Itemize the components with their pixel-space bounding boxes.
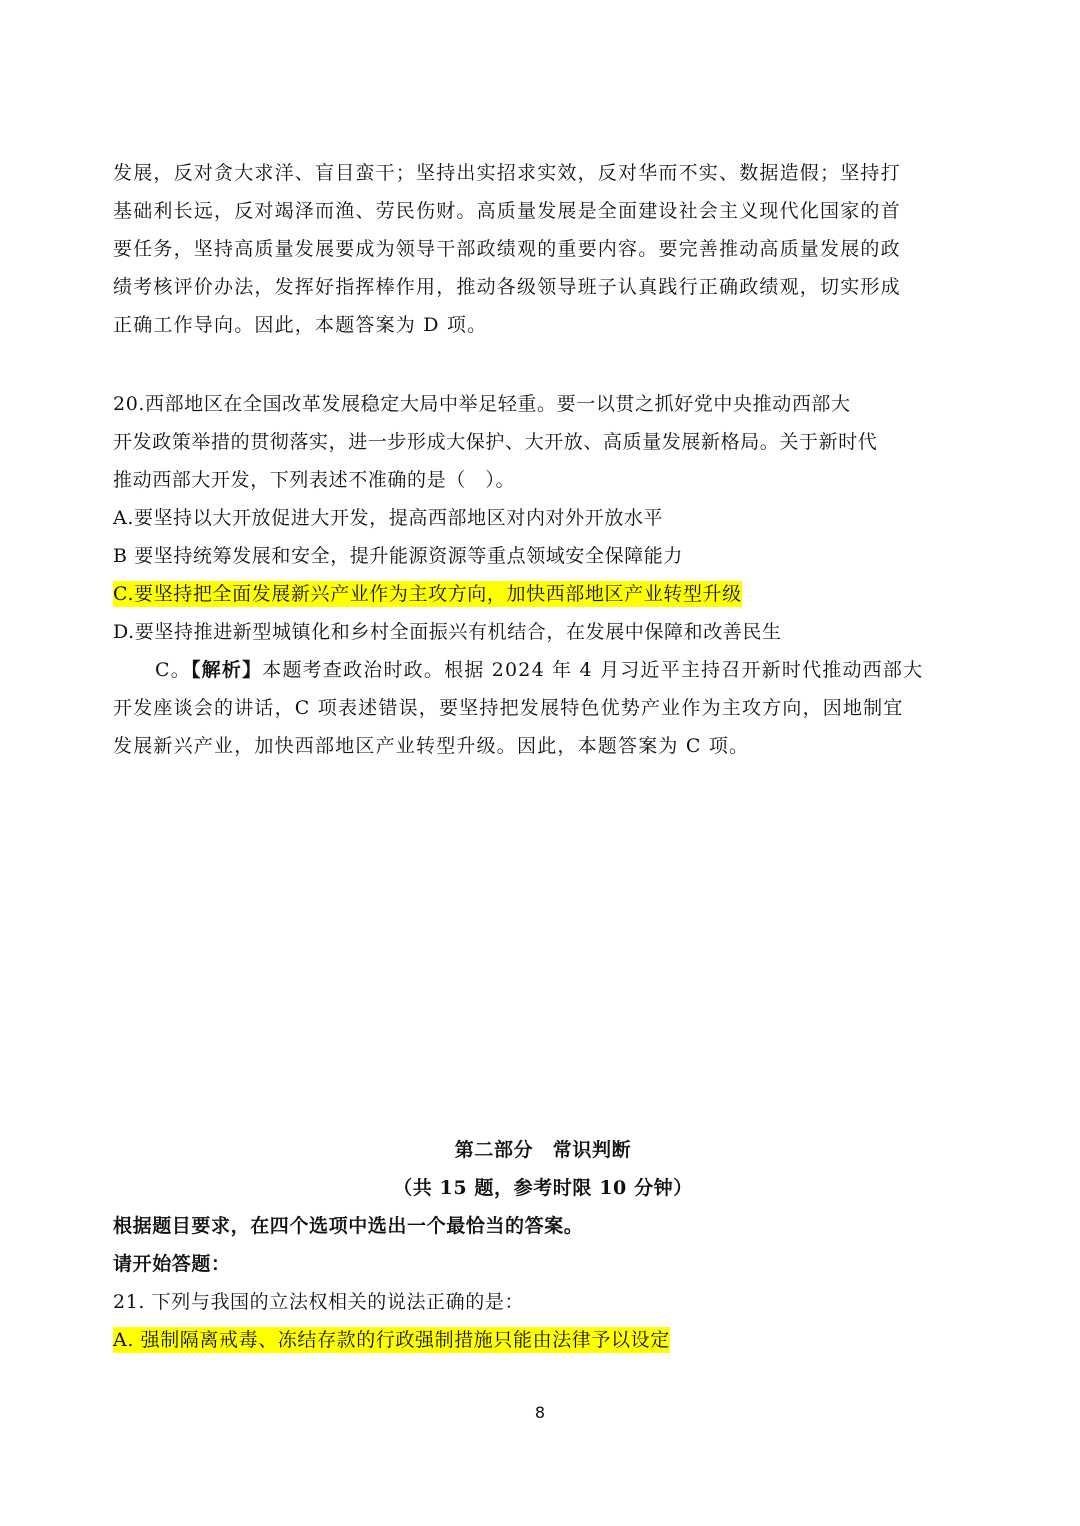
text-line: 基础利长远，反对竭泽而渔、劳民伤财。高质量发展是全面建设社会主义现代化国家的首 — [113, 200, 901, 222]
question-stem: 21. 下列与我国的立法权相关的说法正确的是： — [113, 1291, 525, 1313]
option-b — [113, 537, 973, 575]
prev-answer-paragraph — [113, 154, 973, 344]
option-a-highlighted — [113, 1321, 973, 1359]
start-prompt: 请开始答题： — [113, 1253, 231, 1275]
option-d — [113, 613, 973, 651]
analysis-tag: 【解析】 — [190, 659, 263, 681]
question-stem-line: 开发政策举措的贯彻落实，进一步形成大保护、大开放、高质量发展新格局。关于新时代 — [113, 431, 878, 453]
section-2-header — [113, 1131, 973, 1283]
answer-line: 发展新兴产业，加快西部地区产业转型升级。因此，本题答案为 C 项。 — [113, 735, 750, 757]
text-line: 正确工作导向。因此，本题答案为 D 项。 — [113, 314, 488, 336]
section-subtitle: （共 15 题，参考时限 10 分钟） — [393, 1177, 693, 1199]
question-stem-line: 推动西部大开发，下列表述不准确的是（ ）。 — [113, 469, 516, 491]
option-c-highlighted — [113, 575, 973, 613]
option-a — [113, 499, 973, 537]
highlighted-option-text: C.要坚持把全面发展新兴产业作为主攻方向，加快西部地区产业转型升级 — [113, 583, 742, 605]
section-title: 第二部分 常识判断 — [454, 1139, 632, 1161]
option-text: D.要坚持推进新型城镇化和乡村全面振兴有机结合，在发展中保障和改善民生 — [113, 621, 782, 643]
option-text: A.要坚持以大开放促进大开发，提高西部地区对内对外开放水平 — [113, 507, 664, 529]
section-instruction: 根据题目要求，在四个选项中选出一个最恰当的答案。 — [113, 1215, 584, 1237]
answer-line — [113, 651, 973, 689]
option-text: B 要坚持统筹发展和安全，提升能源资源等重点领域安全保障能力 — [113, 545, 684, 567]
highlighted-option-text: A. 强制隔离戒毒、冻结存款的行政强制措施只能由法律予以设定 — [113, 1329, 670, 1351]
answer-letter: C。 — [155, 659, 191, 681]
text-line: 绩考核评价办法，发挥好指挥棒作用，推动各级领导班子认真践行正确政绩观，切实形成 — [113, 276, 901, 298]
answer-line: 开发座谈会的讲话，C 项表述错误，要坚持把发展特色优势产业作为主攻方向，因地制宜 — [113, 697, 904, 719]
text-line: 要任务，坚持高质量发展要成为领导干部政绩观的重要内容。要完善推动高质量发展的政 — [113, 238, 901, 260]
page-number: 8 — [534, 1403, 546, 1422]
question-stem-line: 20.西部地区在全国改革发展稳定大局中举足轻重。要一以贯之抓好党中央推动西部大 — [113, 393, 851, 415]
question-21 — [113, 1283, 973, 1359]
text-line: 发展，反对贪大求洋、盲目蛮干；坚持出实招求实效，反对华而不实、数据造假；坚持打 — [113, 162, 901, 184]
question-20 — [113, 385, 973, 765]
answer-text: 本题考查政治时政。根据 2024 年 4 月习近平主持召开新时代推动西部大 — [262, 659, 924, 681]
